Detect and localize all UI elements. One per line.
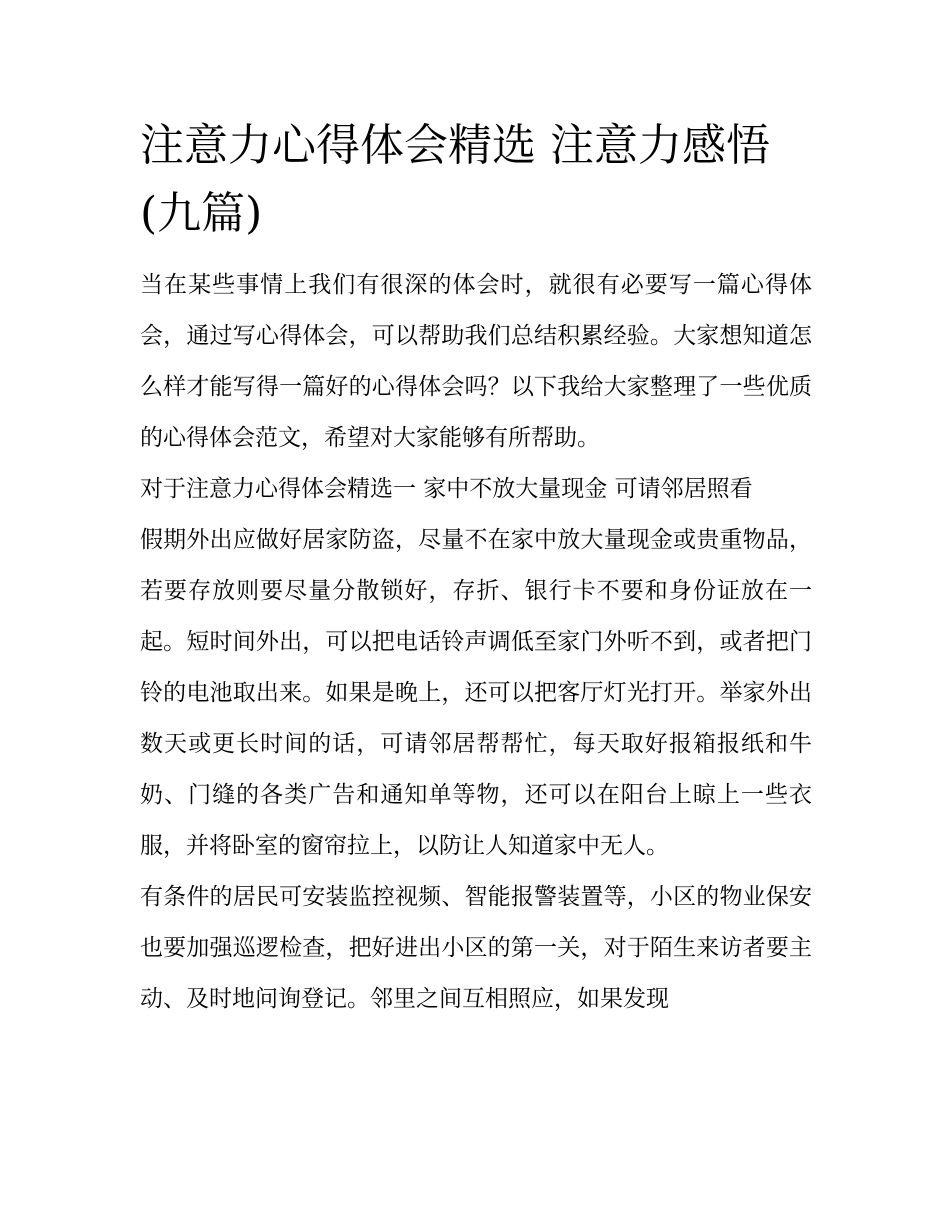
intro-paragraph: 当在某些事情上我们有很深的体会时，就很有必要写一篇心得体会，通过写心得体会，可以帮助我们总结积累经验。大家想知道怎么样才能写得一篇好的心得体会吗？以下我给大家整理了一些优质的心得体会范文，希望对大家能够有所帮助。 <box>140 272 812 451</box>
body-paragraph: 假期外出应做好居家防盗，尽量不在家中放大量现金或贵重物品，若要存放则要尽量分散锁好，存折、银行卡不要和身份证放在一起。短时间外出，可以把电话铃声调低至家门外听不到，或者把门铃的电池取出来。如果是晚上，还可以把客厅灯光打开。举家外出数天或更长时间的话，可请邻居帮帮忙，每天取好报箱报纸和牛奶、门缝的各类广告和通知单等物，还可以在阳台上晾上一些衣服，并将卧室的窗帘拉上，以防让人知道家中无人。 <box>140 527 812 859</box>
section-heading-paragraph: 对于注意力心得体会精选一 家中不放大量现金 可请邻居照看 <box>140 476 753 502</box>
document-body <box>140 112 812 1025</box>
document-title: 注意力心得体会精选 注意力感悟(九篇) <box>140 120 770 239</box>
body-paragraph: 有条件的居民可安装监控视频、智能报警装置等，小区的物业保安也要加强巡逻检查，把好进出小区的第一关，对于陌生来访者要主动、及时地问询登记。邻里之间互相照应，如果发现 <box>140 884 812 1012</box>
